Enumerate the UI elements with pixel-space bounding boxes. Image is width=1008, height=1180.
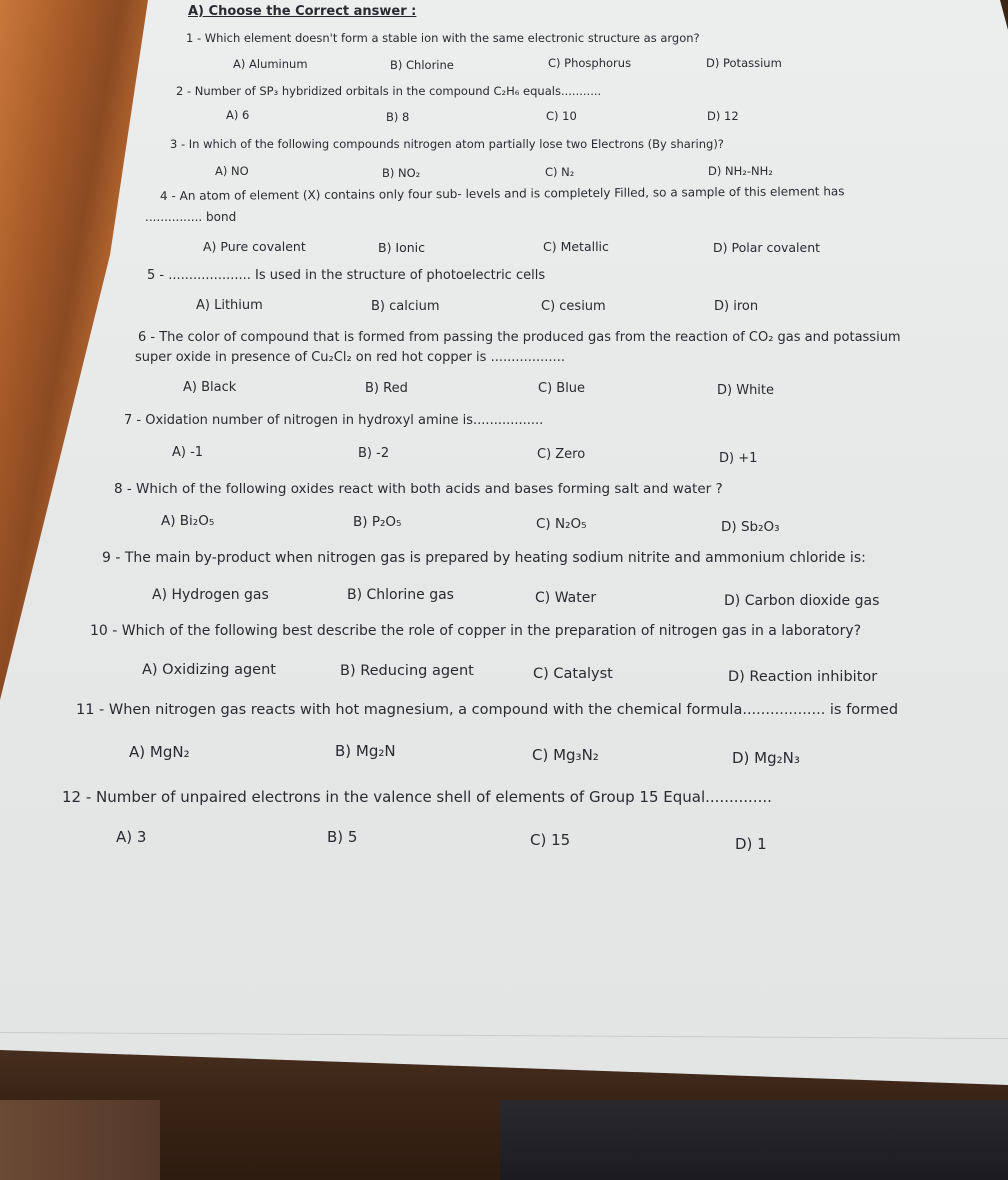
q5-option-b: B) calcium bbox=[371, 299, 440, 314]
section-heading: A) Choose the Correct answer : bbox=[188, 4, 417, 19]
q3-option-c: C) N₂ bbox=[545, 165, 575, 179]
q11-option-b: B) Mg₂N bbox=[335, 742, 396, 760]
q9-option-c: C) Water bbox=[535, 590, 597, 606]
q4-option-d: D) Polar covalent bbox=[713, 240, 821, 255]
q4-option-b: B) Ionic bbox=[378, 240, 426, 255]
q8-option-d: D) Sb₂O₃ bbox=[721, 519, 780, 535]
q2-option-b: B) 8 bbox=[386, 110, 410, 124]
q10-option-a: A) Oxidizing agent bbox=[142, 662, 276, 678]
question-7-text: 7 - Oxidation number of nitrogen in hydroxyl amine is................. bbox=[124, 413, 544, 428]
q3-option-d: D) NH₂-NH₂ bbox=[708, 164, 773, 178]
q7-option-d: D) +1 bbox=[719, 451, 758, 466]
q11-option-d: D) Mg₂N₃ bbox=[732, 749, 800, 767]
question-11-text: 11 - When nitrogen gas reacts with hot magnesium, a compound with the chemical formula.................. is formed bbox=[76, 702, 899, 718]
q6-option-b: B) Red bbox=[365, 381, 408, 396]
q1-option-a: A) Aluminum bbox=[233, 57, 308, 71]
question-4-text: 4 - An atom of element (X) contains only four sub- levels and is completely Filled, so a sample of this element has bbox=[159, 184, 845, 203]
q12-option-b: B) 5 bbox=[327, 828, 358, 846]
question-4-text-line2: ............... bond bbox=[145, 210, 237, 224]
question-8-text: 8 - Which of the following oxides react with both acids and bases forming salt and water ? bbox=[114, 481, 723, 497]
question-3-text: 3 - In which of the following compounds nitrogen atom partially lose two Electrons (By sharing)? bbox=[170, 137, 724, 151]
q6-option-d: D) White bbox=[717, 383, 775, 398]
q1-option-d: D) Potassium bbox=[706, 56, 782, 70]
dark-object bbox=[500, 1100, 1008, 1180]
q4-option-a: A) Pure covalent bbox=[203, 239, 306, 254]
wood-panel bbox=[0, 1100, 160, 1180]
q12-option-c: C) 15 bbox=[530, 831, 571, 849]
q2-option-c: C) 10 bbox=[546, 109, 577, 123]
q8-option-c: C) N₂O₅ bbox=[536, 516, 587, 532]
q10-option-b: B) Reducing agent bbox=[340, 663, 474, 679]
q1-option-c: C) Phosphorus bbox=[548, 56, 632, 70]
q4-option-c: C) Metallic bbox=[543, 239, 609, 254]
q9-option-d: D) Carbon dioxide gas bbox=[724, 593, 880, 609]
q1-option-b: B) Chlorine bbox=[390, 58, 454, 72]
q3-option-a: A) NO bbox=[215, 164, 249, 178]
q7-option-c: C) Zero bbox=[537, 447, 586, 462]
q5-option-c: C) cesium bbox=[541, 299, 606, 314]
q6-option-c: C) Blue bbox=[538, 381, 586, 396]
q5-option-a: A) Lithium bbox=[196, 298, 263, 313]
question-6-text-line2: super oxide in presence of Cu₂Cl₂ on red hot copper is .................. bbox=[135, 350, 565, 365]
q10-option-c: C) Catalyst bbox=[533, 666, 613, 682]
question-5-text: 5 - .................... Is used in the structure of photoelectric cells bbox=[147, 268, 546, 283]
question-10-text: 10 - Which of the following best describe the role of copper in the preparation of nitrogen gas in a laboratory? bbox=[90, 623, 862, 639]
q3-option-b: B) NO₂ bbox=[382, 166, 421, 180]
q11-option-a: A) MgN₂ bbox=[129, 743, 190, 761]
q5-option-d: D) iron bbox=[714, 299, 759, 314]
q2-option-a: A) 6 bbox=[226, 108, 250, 122]
q9-option-b: B) Chlorine gas bbox=[347, 587, 454, 603]
question-1-text: 1 - Which element doesn't form a stable ion with the same electronic structure as argon? bbox=[186, 31, 700, 45]
question-6-text: 6 - The color of compound that is formed from passing the produced gas from the reaction of CO₂ gas and potassium bbox=[138, 330, 901, 345]
q7-option-a: A) -1 bbox=[172, 445, 204, 460]
q8-option-b: B) P₂O₅ bbox=[353, 514, 402, 530]
q6-option-a: A) Black bbox=[183, 380, 237, 395]
q11-option-c: C) Mg₃N₂ bbox=[532, 746, 599, 764]
q2-option-d: D) 12 bbox=[707, 109, 739, 123]
q10-option-d: D) Reaction inhibitor bbox=[728, 669, 878, 685]
question-9-text: 9 - The main by-product when nitrogen gas is prepared by heating sodium nitrite and ammonium chloride is: bbox=[102, 550, 866, 566]
q12-option-d: D) 1 bbox=[735, 835, 767, 853]
q12-option-a: A) 3 bbox=[116, 828, 147, 846]
question-2-text: 2 - Number of SP₃ hybridized orbitals in the compound C₂H₆ equals........... bbox=[176, 84, 602, 98]
q7-option-b: B) -2 bbox=[358, 446, 390, 461]
q8-option-a: A) Bi₂O₅ bbox=[161, 513, 215, 529]
question-12-text: 12 - Number of unpaired electrons in the valence shell of elements of Group 15 Equal.............. bbox=[62, 788, 772, 806]
q9-option-a: A) Hydrogen gas bbox=[152, 587, 269, 603]
